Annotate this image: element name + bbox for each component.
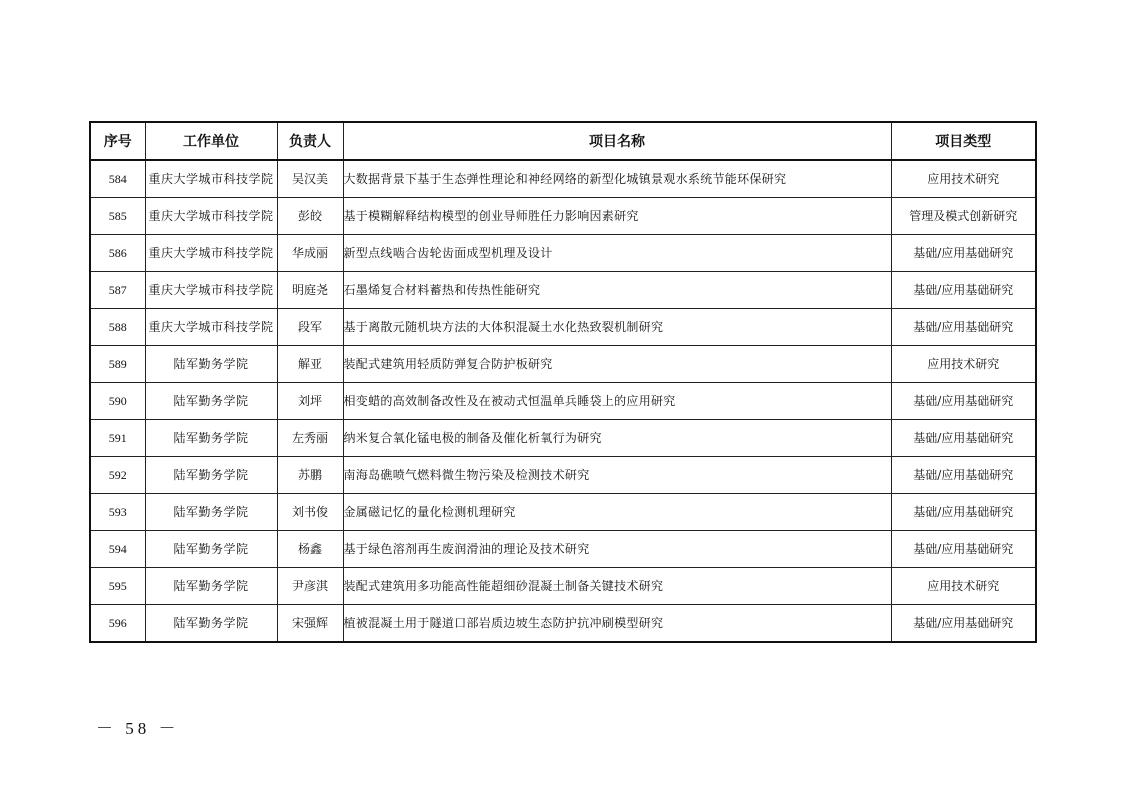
cell-unit-text: 陆军勤务学院	[173, 579, 249, 593]
cell-unit-text: 陆军勤务学院	[173, 542, 249, 556]
cell-project-type: 基础/应用基础研究	[891, 383, 1036, 420]
cell-project-name: 金属磁记忆的量化检测机理研究	[343, 494, 891, 531]
header-type: 项目类型	[891, 122, 1036, 160]
cell-unit-text: 重庆大学城市科技学院	[148, 209, 274, 223]
cell-unit-text: 重庆大学城市科技学院	[148, 283, 274, 297]
cell-num: 595	[90, 568, 145, 605]
header-num: 序号	[90, 122, 145, 160]
cell-project-name: 纳米复合氧化锰电极的制备及催化析氧行为研究	[343, 420, 891, 457]
cell-unit	[145, 309, 277, 346]
cell-person: 杨鑫	[277, 531, 343, 568]
cell-person: 华成丽	[277, 235, 343, 272]
cell-unit-text: 陆军勤务学院	[173, 431, 249, 445]
cell-person: 苏鹏	[277, 457, 343, 494]
cell-num: 584	[90, 160, 145, 198]
cell-project-name: 基于绿色溶剂再生废润滑油的理论及技术研究	[343, 531, 891, 568]
header-person: 负责人	[277, 122, 343, 160]
table-row	[90, 383, 1036, 420]
cell-project-type: 基础/应用基础研究	[891, 272, 1036, 309]
table-row	[90, 568, 1036, 605]
cell-num: 586	[90, 235, 145, 272]
cell-unit-text: 陆军勤务学院	[173, 505, 249, 519]
cell-unit-text: 重庆大学城市科技学院	[148, 246, 274, 260]
table-header	[90, 122, 1036, 160]
cell-person: 宋强辉	[277, 605, 343, 643]
cell-unit	[145, 272, 277, 309]
cell-project-name: 相变蜡的高效制备改性及在被动式恒温单兵睡袋上的应用研究	[343, 383, 891, 420]
cell-project-type: 应用技术研究	[891, 346, 1036, 383]
cell-person: 左秀丽	[277, 420, 343, 457]
project-table	[89, 121, 1037, 643]
cell-person: 明庭尧	[277, 272, 343, 309]
cell-project-type: 基础/应用基础研究	[891, 531, 1036, 568]
cell-unit-text: 重庆大学城市科技学院	[148, 320, 274, 334]
cell-project-type: 基础/应用基础研究	[891, 457, 1036, 494]
table-row	[90, 272, 1036, 309]
cell-person: 段军	[277, 309, 343, 346]
table-row	[90, 346, 1036, 383]
cell-unit	[145, 346, 277, 383]
cell-unit	[145, 457, 277, 494]
table-body	[90, 160, 1036, 642]
cell-num: 593	[90, 494, 145, 531]
cell-num: 596	[90, 605, 145, 643]
cell-project-type: 基础/应用基础研究	[891, 420, 1036, 457]
cell-project-name: 基于离散元随机块方法的大体积混凝土水化热致裂机制研究	[343, 309, 891, 346]
cell-unit	[145, 420, 277, 457]
cell-project-name: 新型点线啮合齿轮齿面成型机理及设计	[343, 235, 891, 272]
cell-unit-text: 陆军勤务学院	[173, 357, 249, 371]
cell-num: 592	[90, 457, 145, 494]
cell-unit	[145, 198, 277, 235]
cell-person: 尹彦淇	[277, 568, 343, 605]
cell-project-name: 基于模糊解释结构模型的创业导师胜任力影响因素研究	[343, 198, 891, 235]
cell-num: 590	[90, 383, 145, 420]
cell-person: 彭皎	[277, 198, 343, 235]
cell-project-name: 植被混凝土用于隧道口部岩质边坡生态防护抗冲刷模型研究	[343, 605, 891, 643]
cell-unit	[145, 160, 277, 198]
cell-num: 591	[90, 420, 145, 457]
cell-project-type: 基础/应用基础研究	[891, 309, 1036, 346]
page-number: － 58 －	[96, 719, 180, 738]
cell-num: 587	[90, 272, 145, 309]
cell-project-name: 大数据背景下基于生态弹性理论和神经网络的新型化城镇景观水系统节能环保研究	[343, 160, 891, 198]
cell-unit-text: 陆军勤务学院	[173, 468, 249, 482]
table-row	[90, 235, 1036, 272]
table-row	[90, 198, 1036, 235]
cell-unit-text: 重庆大学城市科技学院	[148, 172, 274, 186]
table-row	[90, 605, 1036, 643]
cell-project-name: 南海岛礁喷气燃料微生物污染及检测技术研究	[343, 457, 891, 494]
cell-person: 刘坪	[277, 383, 343, 420]
cell-num: 588	[90, 309, 145, 346]
cell-person: 解亚	[277, 346, 343, 383]
cell-num: 585	[90, 198, 145, 235]
cell-project-type: 应用技术研究	[891, 568, 1036, 605]
header-row	[90, 122, 1036, 160]
cell-project-name: 装配式建筑用多功能高性能超细砂混凝土制备关键技术研究	[343, 568, 891, 605]
cell-project-name: 装配式建筑用轻质防弹复合防护板研究	[343, 346, 891, 383]
cell-person: 刘书俊	[277, 494, 343, 531]
cell-project-type: 基础/应用基础研究	[891, 605, 1036, 643]
cell-person: 吴汉美	[277, 160, 343, 198]
cell-unit-text: 陆军勤务学院	[173, 616, 249, 630]
cell-unit	[145, 235, 277, 272]
cell-unit	[145, 494, 277, 531]
cell-unit	[145, 531, 277, 568]
cell-num: 594	[90, 531, 145, 568]
table-row	[90, 494, 1036, 531]
cell-project-type: 基础/应用基础研究	[891, 494, 1036, 531]
table-row	[90, 309, 1036, 346]
table-row	[90, 420, 1036, 457]
table-row	[90, 531, 1036, 568]
cell-project-type: 应用技术研究	[891, 160, 1036, 198]
table-row	[90, 160, 1036, 198]
cell-project-type: 基础/应用基础研究	[891, 235, 1036, 272]
header-name: 项目名称	[343, 122, 891, 160]
table-row	[90, 457, 1036, 494]
cell-unit	[145, 568, 277, 605]
cell-project-type: 管理及模式创新研究	[891, 198, 1036, 235]
cell-unit	[145, 383, 277, 420]
header-unit: 工作单位	[145, 122, 277, 160]
cell-project-name: 石墨烯复合材料蓄热和传热性能研究	[343, 272, 891, 309]
cell-unit	[145, 605, 277, 643]
cell-unit-text: 陆军勤务学院	[173, 394, 249, 408]
cell-num: 589	[90, 346, 145, 383]
